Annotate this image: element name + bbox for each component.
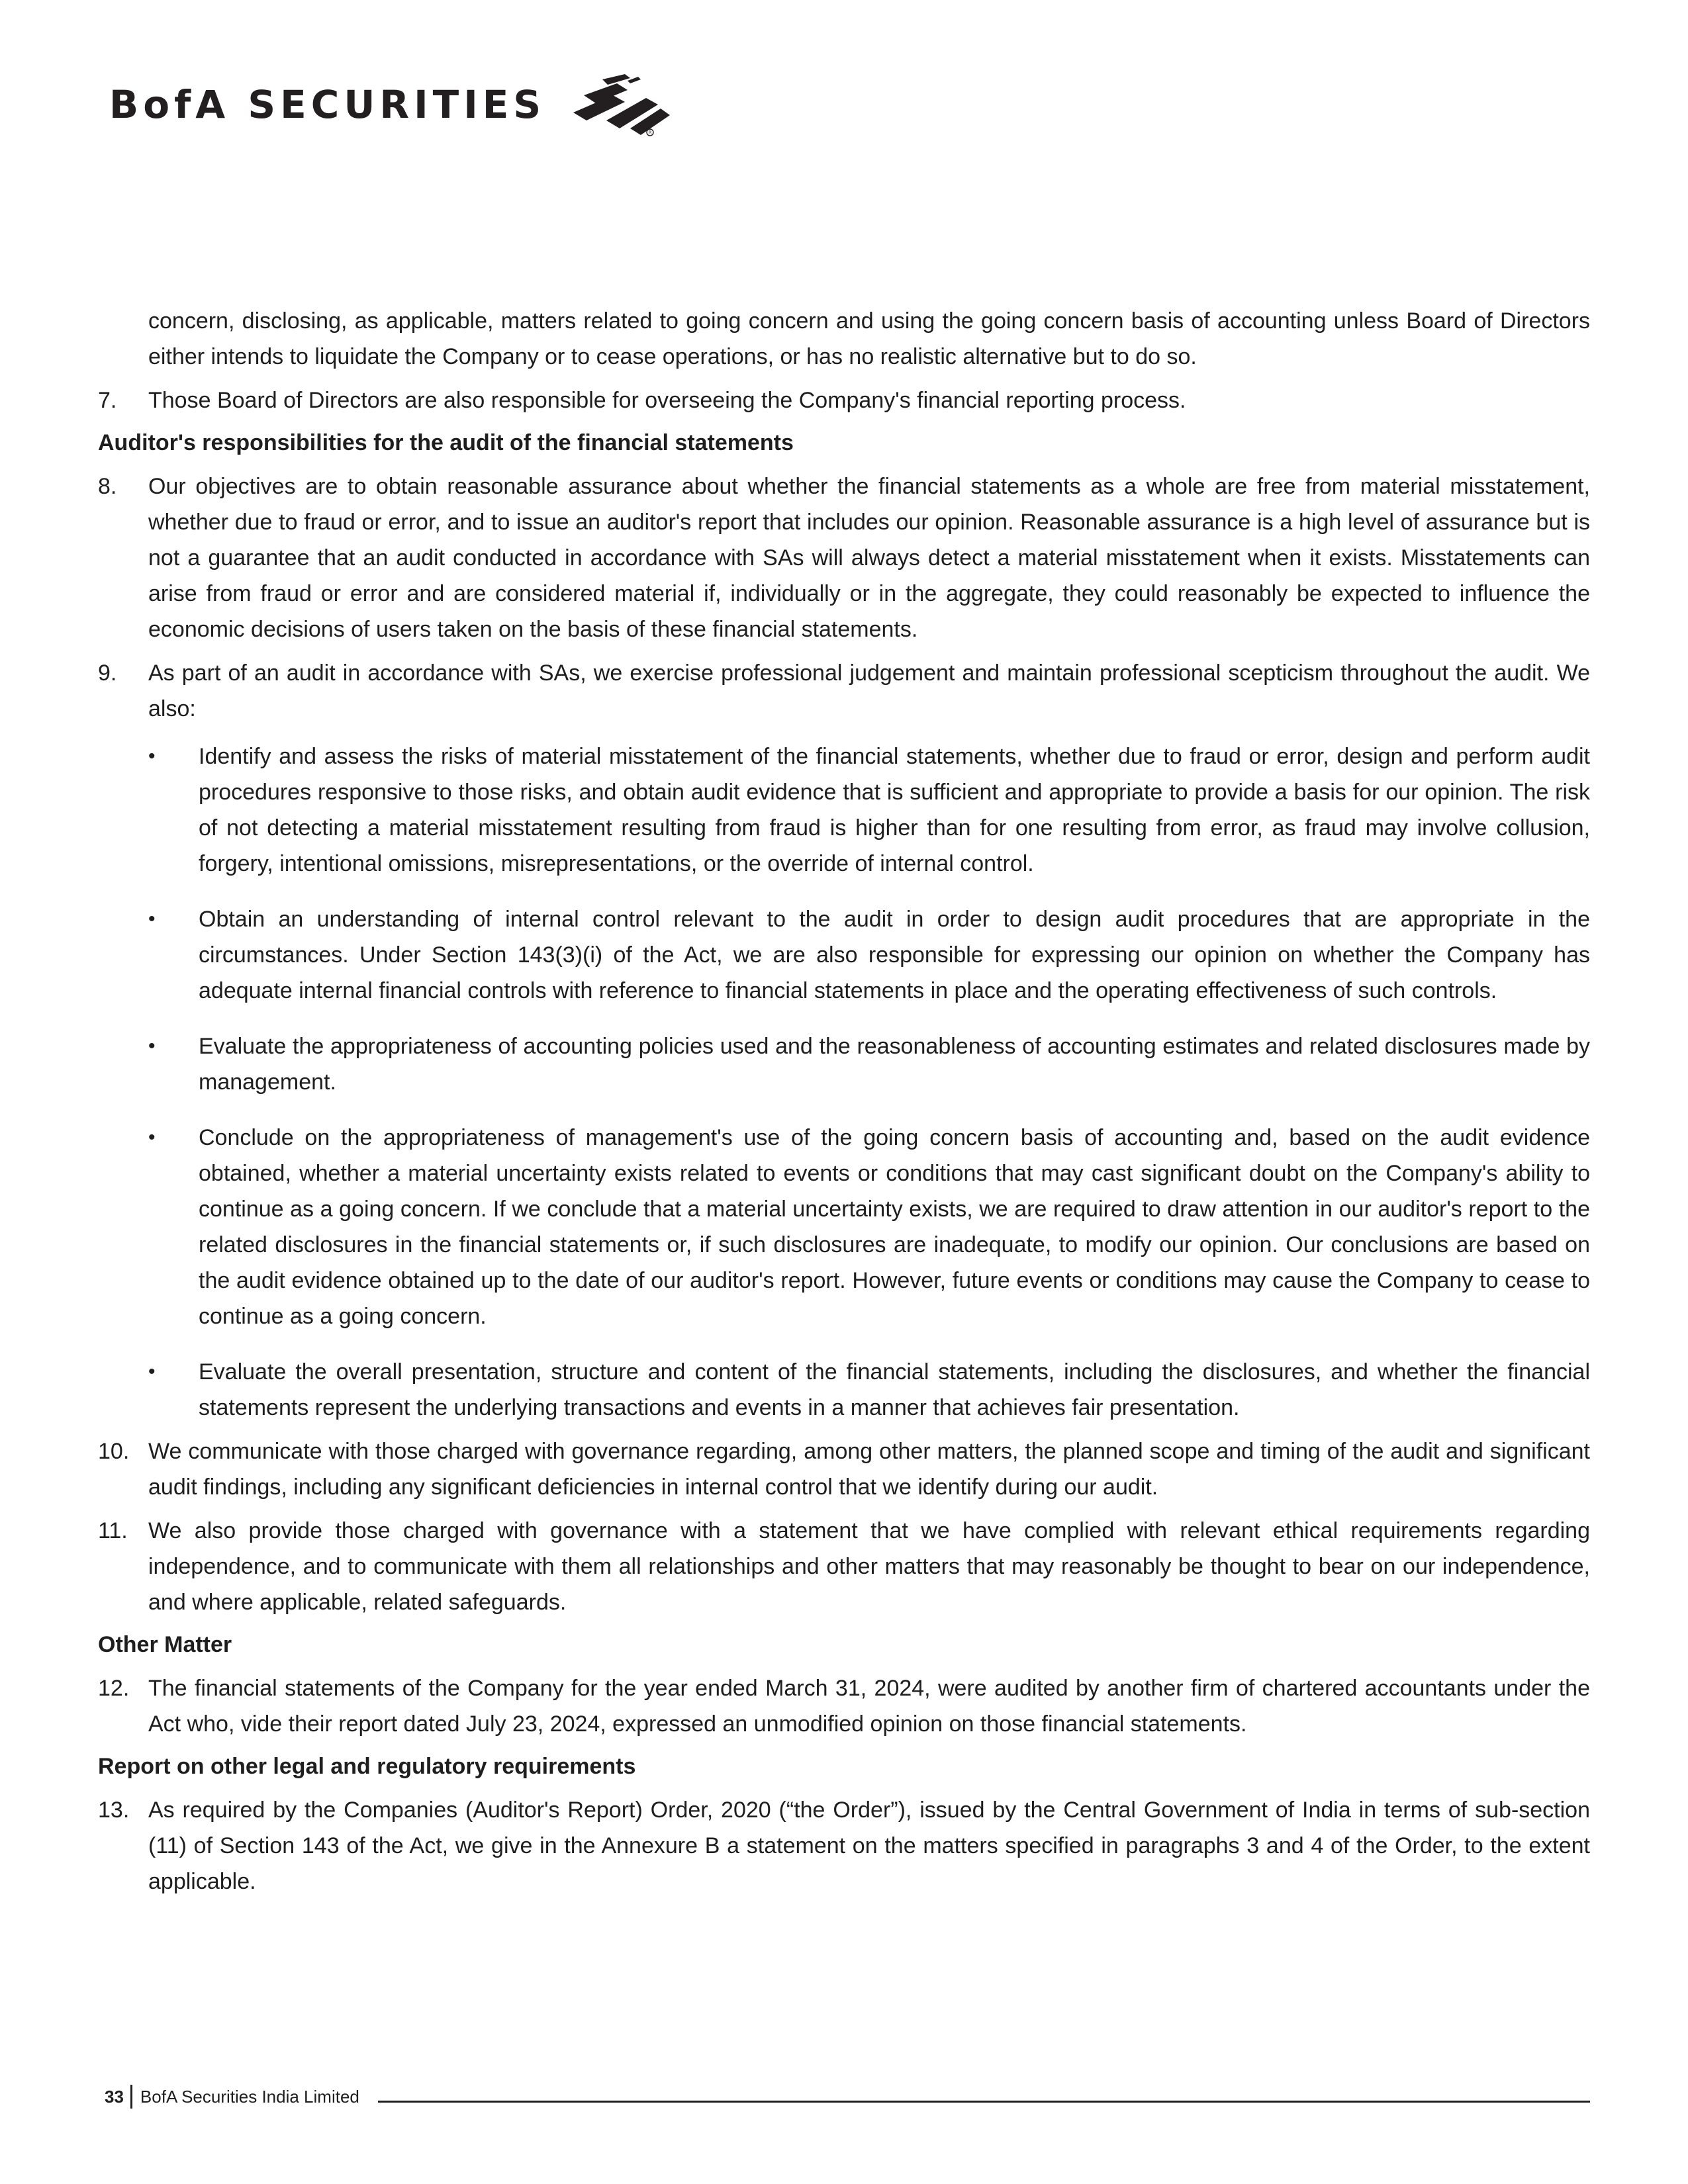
continuation-paragraph: concern, disclosing, as applicable, matters related to going concern and using the going concern basis of accounting unless Board of Directors either intends to liquidate the Company or to cease operations, or has no realistic alternative but to do so. (148, 308, 1590, 369)
list-item-text: Evaluate the overall presentation, structure and content of the financial statements, including the disclosures, and whether the financial statements represent the underlying transactions and events in a manner that achieves fair presentation. (199, 1359, 1590, 1420)
list-item (98, 901, 1590, 1009)
list-item (98, 1354, 1590, 1426)
bullet-icon: • (148, 1126, 156, 1148)
paragraph-13 (98, 1792, 1590, 1899)
paragraph-number: 7. (98, 388, 117, 413)
footer-rule (378, 2101, 1590, 2103)
paragraph-number: 12. (98, 1676, 130, 1701)
page-number: 33 (105, 2086, 124, 2107)
section-heading-auditor-responsibilities: Auditor's responsibilities for the audit of the financial statements (98, 430, 794, 455)
list-item-text: Obtain an understanding of internal control relevant to the audit in order to design audit procedures that are appropriate in the circumstances. Under Section 143(3)(i) of the Act, we are also responsible for expressing our opinion on whether the Company has adequate internal financial controls with reference to financial statements in place and the operating effectiveness of such controls. (199, 907, 1590, 1003)
paragraph-10 (98, 1433, 1590, 1505)
paragraph-text: We also provide those charged with governance with a statement that we have complied with relevant ethical requirements regarding independence, and to communicate with them all relationships and other matters that may reasonably be thought to bear on our independence, and where applicable, related safeguards. (148, 1518, 1590, 1615)
audit-procedures-list (98, 739, 1590, 1426)
bullet-icon: • (148, 1035, 156, 1057)
paragraph-text: Those Board of Directors are also responsible for overseeing the Company's financial reporting process. (148, 388, 1186, 413)
bofa-flag-icon (564, 71, 677, 138)
paragraph-9 (98, 655, 1590, 727)
bullet-icon: • (148, 908, 156, 930)
list-item-text: Identify and assess the risks of material misstatement of the financial statements, whether due to fraud or error, design and perform audit procedures responsive to those risks, and obtain audit evidence that is sufficient and appropriate to provide a basis for our opinion. The risk of not detecting a material misstatement resulting from fraud is higher than for one resulting from error, as fraud may involve collusion, forgery, intentional omissions, misrepresentations, or the override of internal control. (199, 744, 1590, 876)
footer-divider (130, 2085, 132, 2109)
list-item (98, 1028, 1590, 1100)
page-header (109, 71, 677, 138)
paragraph-text: As required by the Companies (Auditor's Report) Order, 2020 (“the Order”), issued by the Central Government of India in terms of sub-section (11) of Section 143 of the Act, we give in the Annexure B a statement on the matters specified in paragraphs 3 and 4 of the Order, to the extent applicable. (148, 1797, 1590, 1894)
paragraph-8 (98, 469, 1590, 647)
logo-wordmark: BofA SECURITIES (109, 82, 546, 127)
paragraph-number: 11. (98, 1518, 128, 1543)
bullet-icon: • (148, 745, 156, 767)
paragraph-text: We communicate with those charged with governance regarding, among other matters, the planned scope and timing of the audit and significant audit findings, including any significant deficiencies in internal control that we identify during our audit. (148, 1439, 1590, 1500)
paragraph-number: 13. (98, 1797, 130, 1823)
paragraph-number: 10. (98, 1439, 130, 1464)
paragraph-text: The financial statements of the Company for the year ended March 31, 2024, were audited by another firm of chartered accountants under the Act who, vide their report dated July 23, 2024, expressed an unmodified opinion on those financial statements. (148, 1676, 1590, 1737)
paragraph-11 (98, 1513, 1590, 1620)
paragraph-text: As part of an audit in accordance with SAs, we exercise professional judgement and maintain professional scepticism throughout the audit. We also: (148, 660, 1590, 721)
svg-text:R: R (648, 130, 652, 136)
paragraph-text: Our objectives are to obtain reasonable assurance about whether the financial statements as a whole are free from material misstatement, whether due to fraud or error, and to issue an auditor's report that includes our opinion. Reasonable assurance is a high level of assurance but is not a guarantee that an audit conducted in accordance with SAs will always detect a material misstatement when it exists. Misstatements can arise from fraud or error and are considered material if, individually or in the aggregate, they could reasonably be expected to influence the economic decisions of users taken on the basis of these financial statements. (148, 474, 1590, 642)
section-heading-legal-regulatory: Report on other legal and regulatory requirements (98, 1754, 636, 1779)
bullet-icon: • (148, 1361, 156, 1383)
list-item (98, 739, 1590, 882)
list-item-text: Conclude on the appropriateness of management's use of the going concern basis of accounting and, based on the audit evidence obtained, whether a material uncertainty exists related to events or conditions that may cast significant doubt on the Company's ability to continue as a going concern. If we conclude that a material uncertainty exists, we are required to draw attention in our auditor's report to the related disclosures in the financial statements or, if such disclosures are inadequate, to modify our opinion. Our conclusions are based on the audit evidence obtained up to the date of our auditor's report. However, future events or conditions may cause the Company to cease to continue as a going concern. (199, 1125, 1590, 1329)
page-footer (105, 2083, 1590, 2110)
paragraph-7 (98, 383, 1590, 418)
section-heading-other-matter: Other Matter (98, 1632, 232, 1657)
paragraph-number: 9. (98, 660, 117, 686)
paragraph-number: 8. (98, 474, 117, 499)
footer-company-name: BofA Securities India Limited (140, 2086, 359, 2107)
report-body (98, 303, 1590, 1899)
list-item (98, 1120, 1590, 1334)
list-item-text: Evaluate the appropriateness of accounting policies used and the reasonableness of accounting estimates and related disclosures made by management. (199, 1034, 1590, 1095)
paragraph-12 (98, 1670, 1590, 1742)
